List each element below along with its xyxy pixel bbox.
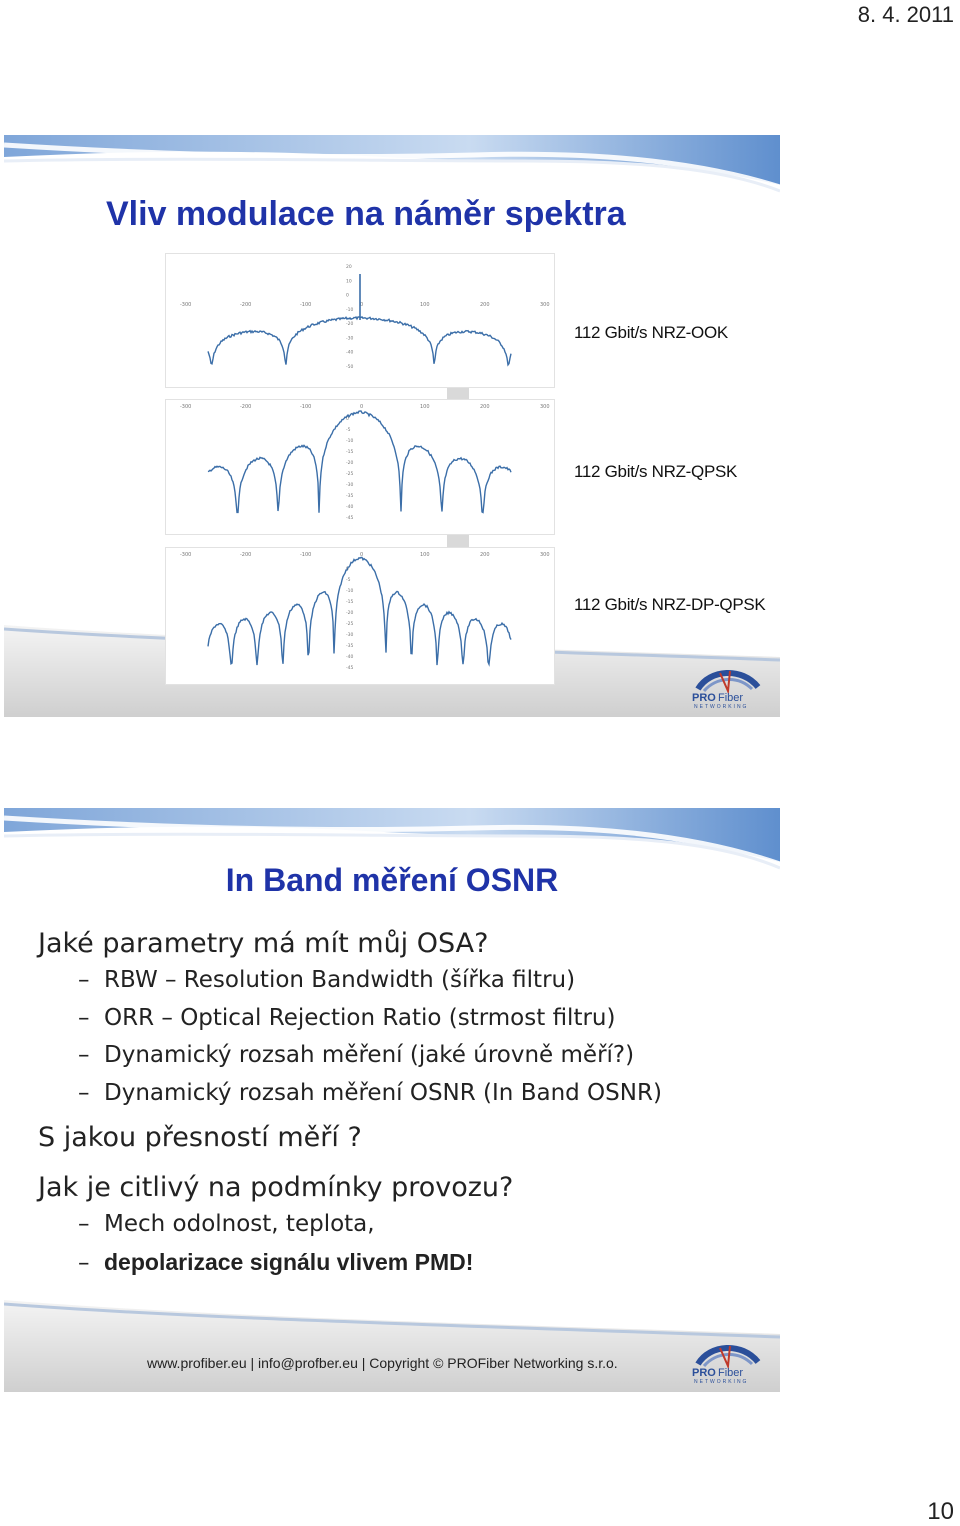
x-tick-label: -100 [300, 302, 312, 308]
y-tick-label: -30 [346, 483, 354, 488]
y-tick-label: -10 [346, 439, 354, 444]
x-tick-label: -100 [300, 404, 312, 410]
y-tick-label: -15 [346, 450, 354, 455]
dash-icon: – [78, 1079, 90, 1106]
y-tick-label: -20 [346, 461, 354, 466]
x-tick-label: 100 [420, 552, 430, 558]
logo-text-fiber: Fiber [718, 692, 744, 704]
y-tick-label: 0 [346, 417, 349, 422]
dash-icon: – [78, 967, 90, 993]
y-tick-label: -30 [346, 336, 354, 342]
bullet-item: S jakou přesností měří ? [38, 1122, 362, 1153]
slide2-title: In Band měření OSNR [225, 862, 559, 898]
page-number: 10 [927, 1498, 954, 1525]
x-tick-label: 200 [480, 302, 490, 308]
y-tick-label: -10 [346, 589, 354, 594]
x-tick-label: -300 [180, 404, 192, 410]
x-tick-label: 300 [540, 552, 550, 558]
x-tick-label: 200 [480, 552, 490, 558]
x-tick-label: 100 [420, 404, 430, 410]
y-tick-label: -10 [346, 307, 354, 313]
sub-bullet-text: RBW – Resolution Bandwidth (šířka filtru) [104, 967, 576, 993]
logo-text-networking: NETWORKING [694, 704, 749, 709]
dash-icon: – [78, 1042, 90, 1068]
logo-text-pro: PRO [692, 692, 716, 704]
spectrum-chart-nrz-ook [165, 253, 555, 388]
y-tick-label: -5 [346, 428, 351, 433]
slide-footer: www.profiber.eu | info@profber.eu | Copyright © PROFiber Networking s.r.o. [147, 1355, 618, 1371]
y-tick-label: 0 [346, 293, 349, 299]
profiber-logo [690, 665, 766, 709]
spectrum-label-nrz-ook: 112 Gbit/s NRZ-OOK [574, 323, 728, 342]
y-tick-label: -5 [346, 578, 351, 583]
sub-bullet-text: Dynamický rozsah měření OSNR (In Band OSNR) [104, 1079, 662, 1106]
y-tick-label: 0 [346, 567, 349, 572]
spectrum-plot [166, 548, 554, 684]
x-tick-label: -200 [240, 404, 252, 410]
bullet-list [38, 926, 758, 1282]
sub-bullet-text-bold: depolarizace signálu vlivem PMD! [104, 1248, 474, 1275]
spectrum-trace [208, 317, 511, 365]
spectrum-plot [166, 400, 554, 534]
bullet-item: Jaké parametry má mít můj OSA? [38, 928, 489, 959]
x-tick-label: -300 [180, 552, 192, 558]
x-tick-label: 300 [540, 404, 550, 410]
x-tick-label: 200 [480, 404, 490, 410]
y-tick-label: 10 [346, 279, 352, 285]
sub-bullet-text: Mech odolnost, teplota, [104, 1211, 375, 1237]
header-date: 8. 4. 2011 [857, 2, 954, 27]
dash-icon: – [78, 1004, 90, 1031]
x-tick-label: -300 [180, 302, 192, 308]
sub-bullet-item [78, 1000, 758, 1038]
spectrum-label-nrz-dp-qpsk: 112 Gbit/s NRZ-DP-QPSK [574, 595, 766, 614]
x-tick-label: 0 [360, 302, 364, 308]
y-tick-label: -25 [346, 622, 354, 627]
dash-icon: – [78, 1211, 90, 1237]
logo-text-pro: PRO [692, 1367, 716, 1379]
slide-in-band-osnr [4, 808, 780, 1392]
y-tick-label: 20 [346, 265, 352, 270]
sub-bullet-text: ORR – Optical Rejection Ratio (strmost filtru) [104, 1004, 616, 1031]
y-tick-label: -50 [346, 364, 354, 370]
logo-text-fiber: Fiber [718, 1367, 744, 1379]
spectrum-plot [166, 254, 554, 387]
sub-bullet-item [78, 1206, 758, 1244]
sub-bullet-item [78, 962, 758, 1000]
y-tick-label: -20 [346, 322, 354, 327]
spectrum-trace [208, 411, 511, 513]
profiber-logo [690, 1340, 766, 1384]
x-tick-label: -200 [240, 302, 252, 308]
y-tick-label: -35 [346, 644, 354, 649]
y-tick-label: -40 [346, 505, 354, 510]
y-tick-label: -20 [346, 611, 354, 616]
spectrum-chart-nrz-dp-qpsk [165, 547, 555, 685]
slide-modulation-spectra [4, 135, 780, 717]
y-tick-label: -25 [346, 472, 354, 477]
x-tick-label: -100 [300, 552, 312, 558]
x-tick-label: -200 [240, 552, 252, 558]
sub-bullet-item [78, 1037, 758, 1075]
slide1-title: Vliv modulace na náměr spektra [106, 195, 626, 233]
y-tick-label: -40 [346, 350, 354, 356]
spectrum-chart-nrz-qpsk [165, 399, 555, 535]
sub-bullet-text: Dynamický rozsah měření (jaké úrovně měří?) [104, 1042, 635, 1068]
spectrum-trace [208, 558, 511, 666]
x-tick-label: 100 [420, 302, 430, 308]
y-tick-label: -15 [346, 600, 354, 605]
logo-text-networking: NETWORKING [694, 1379, 749, 1384]
y-tick-label: -40 [346, 655, 354, 660]
y-tick-label: -45 [346, 516, 354, 521]
y-tick-label: -30 [346, 633, 354, 638]
y-tick-label: -35 [346, 494, 354, 499]
x-tick-label: 0 [360, 404, 364, 410]
x-tick-label: 0 [360, 552, 364, 558]
sub-bullet-item [78, 1075, 758, 1113]
spectrum-label-nrz-qpsk: 112 Gbit/s NRZ-QPSK [574, 462, 738, 481]
y-tick-label: -45 [346, 666, 354, 671]
x-tick-label: 300 [540, 302, 550, 308]
sub-bullet-item [78, 1244, 758, 1283]
bullet-item: Jak je citlivý na podmínky provozu? [38, 1172, 514, 1203]
dash-icon: – [78, 1249, 90, 1276]
